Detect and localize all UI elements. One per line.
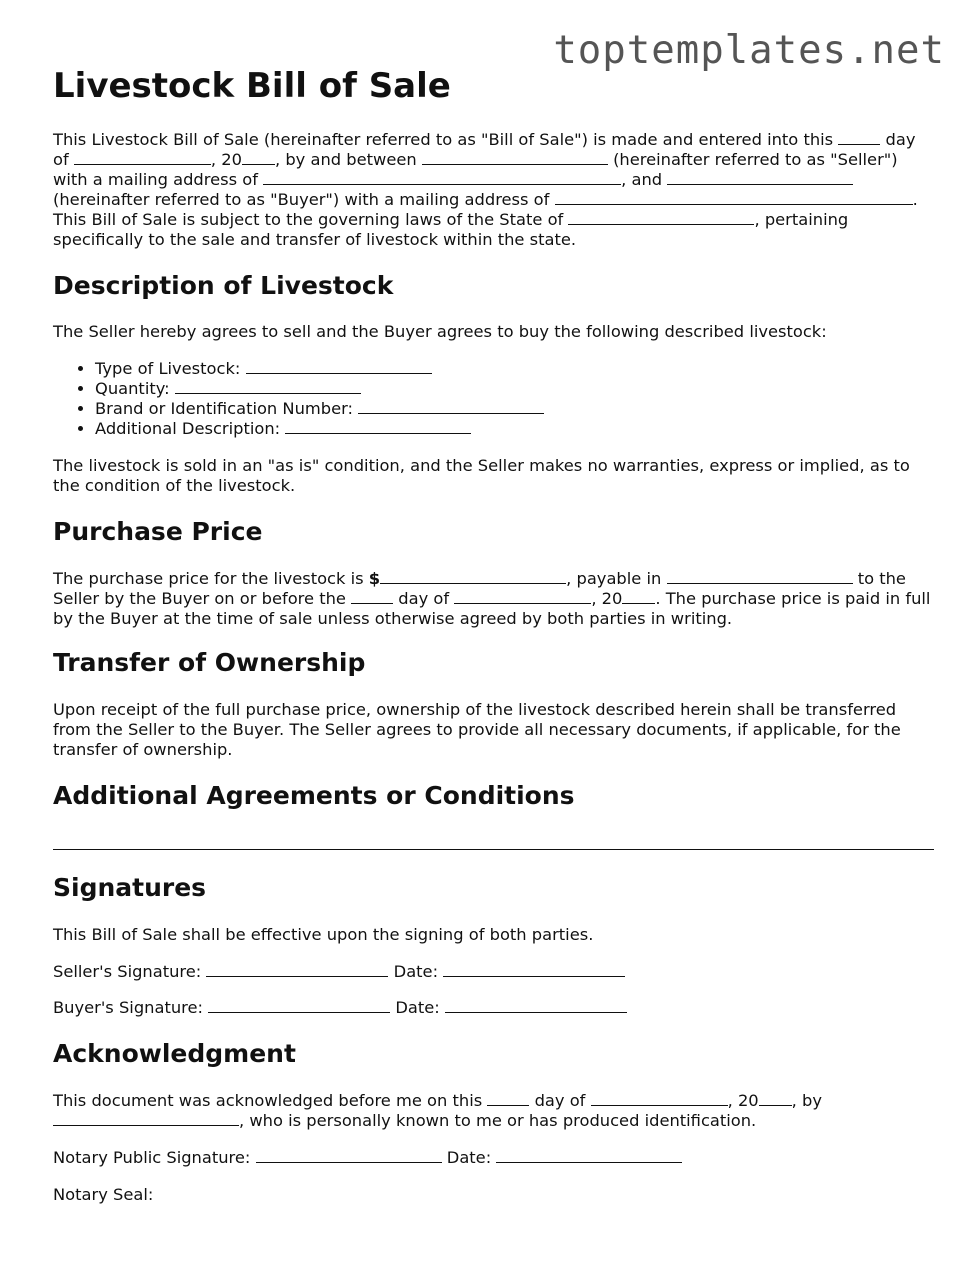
intro-text-3: , 20 — [210, 150, 242, 169]
intro-text-2: day of — [53, 130, 916, 169]
blank-payment-day[interactable] — [351, 589, 393, 604]
blank-notary-date[interactable] — [496, 1148, 682, 1163]
acknowledgment-paragraph: This document was acknowledged before me on this day of , 20 , by , who is personally known to me or has produced identification. — [53, 1091, 822, 1130]
watermark: toptemplates.net — [553, 28, 945, 73]
blank-year[interactable] — [242, 150, 275, 165]
additional-agreements-line[interactable] — [53, 849, 934, 850]
intro-text-8: . This Bill of Sale is subject to the governing laws of the State of — [53, 190, 918, 229]
currency-symbol: $ — [368, 569, 381, 588]
additional-heading: Additional Agreements or Conditions — [53, 781, 575, 810]
intro-text-6: , and — [621, 170, 663, 189]
notary-signature-line: Notary Public Signature: Date: — [53, 1148, 933, 1168]
list-item: • Type of Livestock: — [95, 359, 975, 379]
intro-text-5: (hereinafter referred to as "Seller") with a mailing address of — [53, 150, 898, 189]
blank-buyer-signature[interactable] — [208, 998, 390, 1013]
blank-seller-signature[interactable] — [206, 962, 388, 977]
intro-text-9: , pertaining specifically to the sale and transfer of livestock within the state. — [53, 210, 849, 249]
blank-seller-date[interactable] — [443, 962, 625, 977]
list-item: • Brand or Identification Number: — [95, 399, 975, 419]
blank-ack-month[interactable] — [591, 1091, 728, 1106]
blank-payment-method[interactable] — [667, 569, 853, 584]
blank-brand[interactable] — [358, 399, 544, 414]
intro-paragraph — [53, 130, 933, 250]
blank-ack-name[interactable] — [53, 1111, 239, 1126]
blank-price[interactable] — [380, 569, 566, 584]
price-heading: Purchase Price — [53, 517, 263, 546]
blank-payment-month[interactable] — [454, 589, 591, 604]
list-item: • Additional Description: — [95, 419, 975, 439]
notary-seal-label: Notary Seal: — [53, 1185, 154, 1204]
signatures-lead: This Bill of Sale shall be effective upon the signing of both parties. — [53, 925, 594, 944]
intro-text-4: , by and between — [274, 150, 417, 169]
list-item: • Quantity: — [95, 379, 975, 399]
blank-payment-year[interactable] — [622, 589, 655, 604]
blank-ack-day[interactable] — [487, 1091, 529, 1106]
description-lead: The Seller hereby agrees to sell and the Buyer agrees to buy the following described livestock: — [53, 322, 827, 341]
blank-type[interactable] — [246, 359, 432, 374]
intro-text-1: This Livestock Bill of Sale (hereinafter referred to as "Bill of Sale") is made and entered into this — [53, 130, 834, 149]
buyer-signature-line: Buyer's Signature: Date: — [53, 998, 933, 1018]
blank-day[interactable] — [838, 130, 880, 145]
acknowledgment-heading: Acknowledgment — [53, 1039, 296, 1068]
blank-state[interactable] — [568, 210, 754, 225]
condition-paragraph: The livestock is sold in an "as is" condition, and the Seller makes no warranties, express or implied, as to the condition of the livestock. — [53, 456, 910, 495]
price-paragraph: The purchase price for the livestock is $ , payable in to the Seller by the Buyer on or before the day of , 20 . The purchase price is paid in full by the Buyer at the time of sale unless otherwise agreed by both parties in writing. — [53, 569, 931, 628]
livestock-list — [53, 359, 975, 439]
blank-buyer-name[interactable] — [667, 170, 853, 185]
intro-text-7: (hereinafter referred to as "Buyer") with a mailing address of — [53, 190, 550, 209]
transfer-paragraph: Upon receipt of the full purchase price, ownership of the livestock described herein shall be transferred from the Seller to the Buyer. The Seller agrees to provide all necessary documents, if applicable, for the transfer of ownership. — [53, 700, 901, 759]
signatures-heading: Signatures — [53, 873, 207, 902]
description-heading: Description of Livestock — [53, 271, 394, 300]
blank-buyer-address[interactable] — [555, 190, 913, 205]
blank-seller-address[interactable] — [263, 170, 621, 185]
blank-month[interactable] — [74, 150, 211, 165]
blank-buyer-date[interactable] — [445, 998, 627, 1013]
blank-notary-signature[interactable] — [256, 1148, 442, 1163]
blank-ack-year[interactable] — [759, 1091, 792, 1106]
blank-quantity[interactable] — [175, 379, 361, 394]
blank-additional-description[interactable] — [285, 419, 471, 434]
seller-signature-line: Seller's Signature: Date: — [53, 962, 933, 982]
page-title: Livestock Bill of Sale — [53, 66, 451, 106]
blank-seller-name[interactable] — [422, 150, 608, 165]
transfer-heading: Transfer of Ownership — [53, 648, 366, 677]
